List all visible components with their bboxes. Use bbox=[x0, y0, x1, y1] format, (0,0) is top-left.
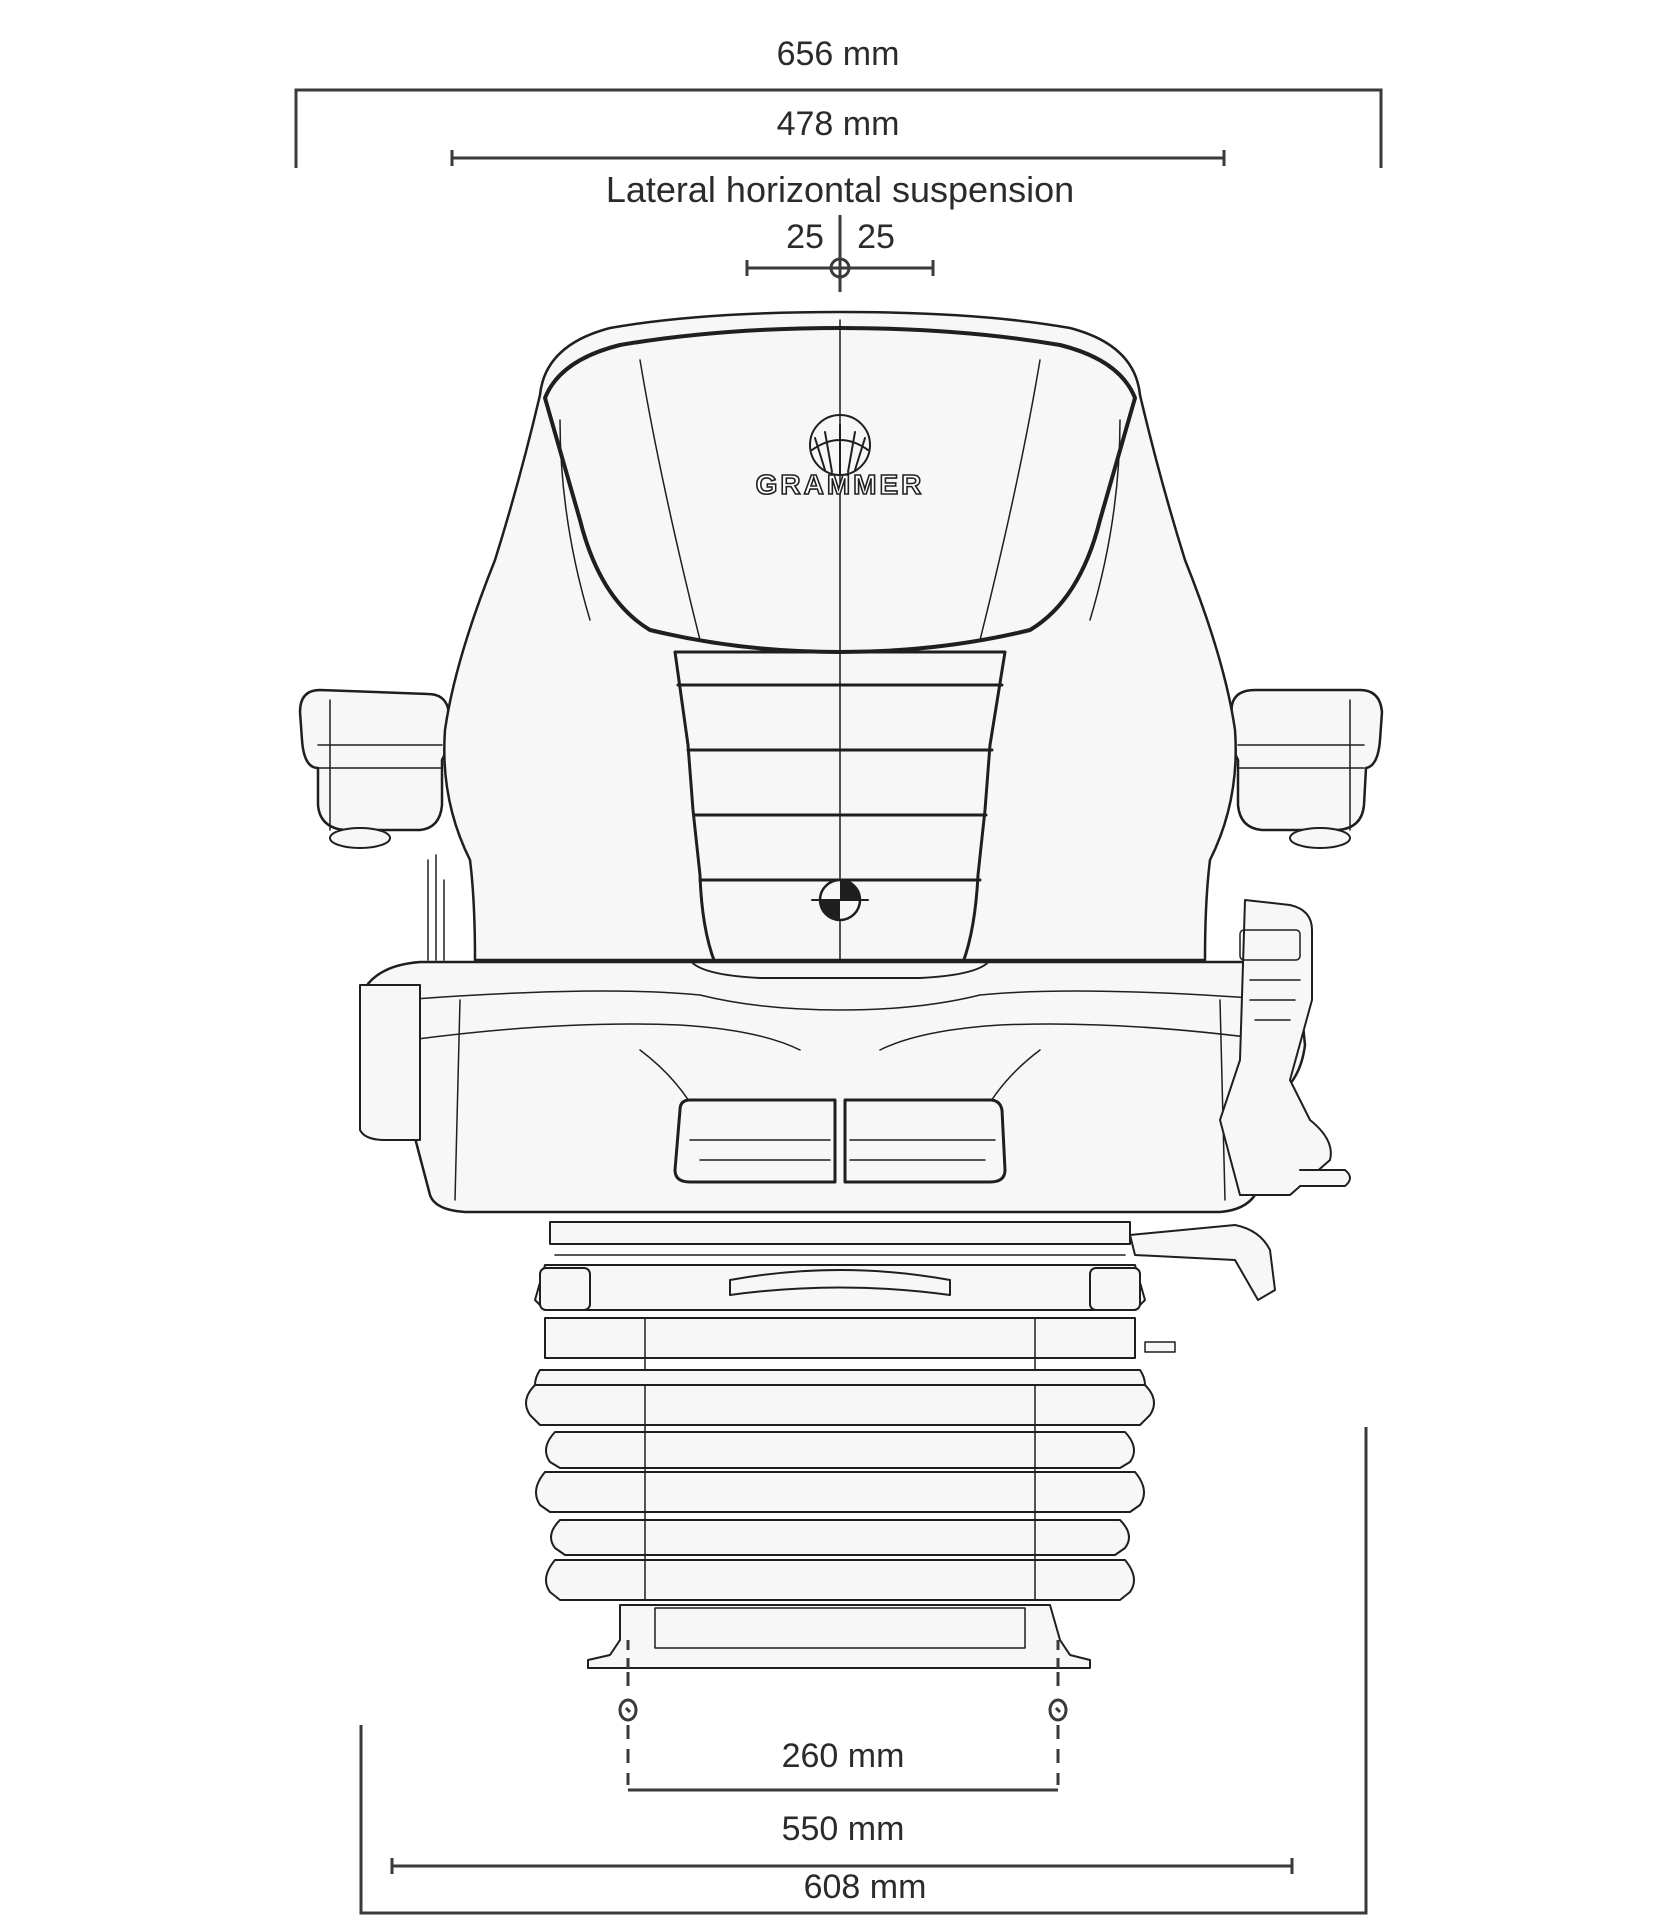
suspension-left-value: 25 bbox=[786, 218, 824, 256]
dimension-label-608: 608 mm bbox=[803, 1868, 927, 1906]
dimension-478 bbox=[452, 105, 1224, 166]
dimension-656 bbox=[296, 35, 1381, 168]
suspension-bellows bbox=[526, 1385, 1154, 1600]
armrest-left bbox=[300, 690, 450, 848]
dimension-label-656: 656 mm bbox=[776, 35, 900, 73]
brand-logo-text: GRAMMER bbox=[755, 469, 925, 500]
slide-rails bbox=[535, 1222, 1275, 1310]
seat-illustration bbox=[300, 312, 1382, 1668]
side-controls-right bbox=[1220, 900, 1350, 1195]
suspension-right-value: 25 bbox=[857, 218, 895, 256]
armrest-right bbox=[1230, 690, 1382, 848]
base-plate bbox=[588, 1605, 1090, 1668]
dimension-label-260: 260 mm bbox=[781, 1737, 905, 1775]
dimension-label-550: 550 mm bbox=[781, 1810, 905, 1848]
dimension-label-478: 478 mm bbox=[776, 105, 900, 143]
dimension-550 bbox=[392, 1810, 1292, 1874]
lateral-suspension bbox=[606, 169, 1074, 292]
suspension-title: Lateral horizontal suspension bbox=[605, 169, 1075, 210]
